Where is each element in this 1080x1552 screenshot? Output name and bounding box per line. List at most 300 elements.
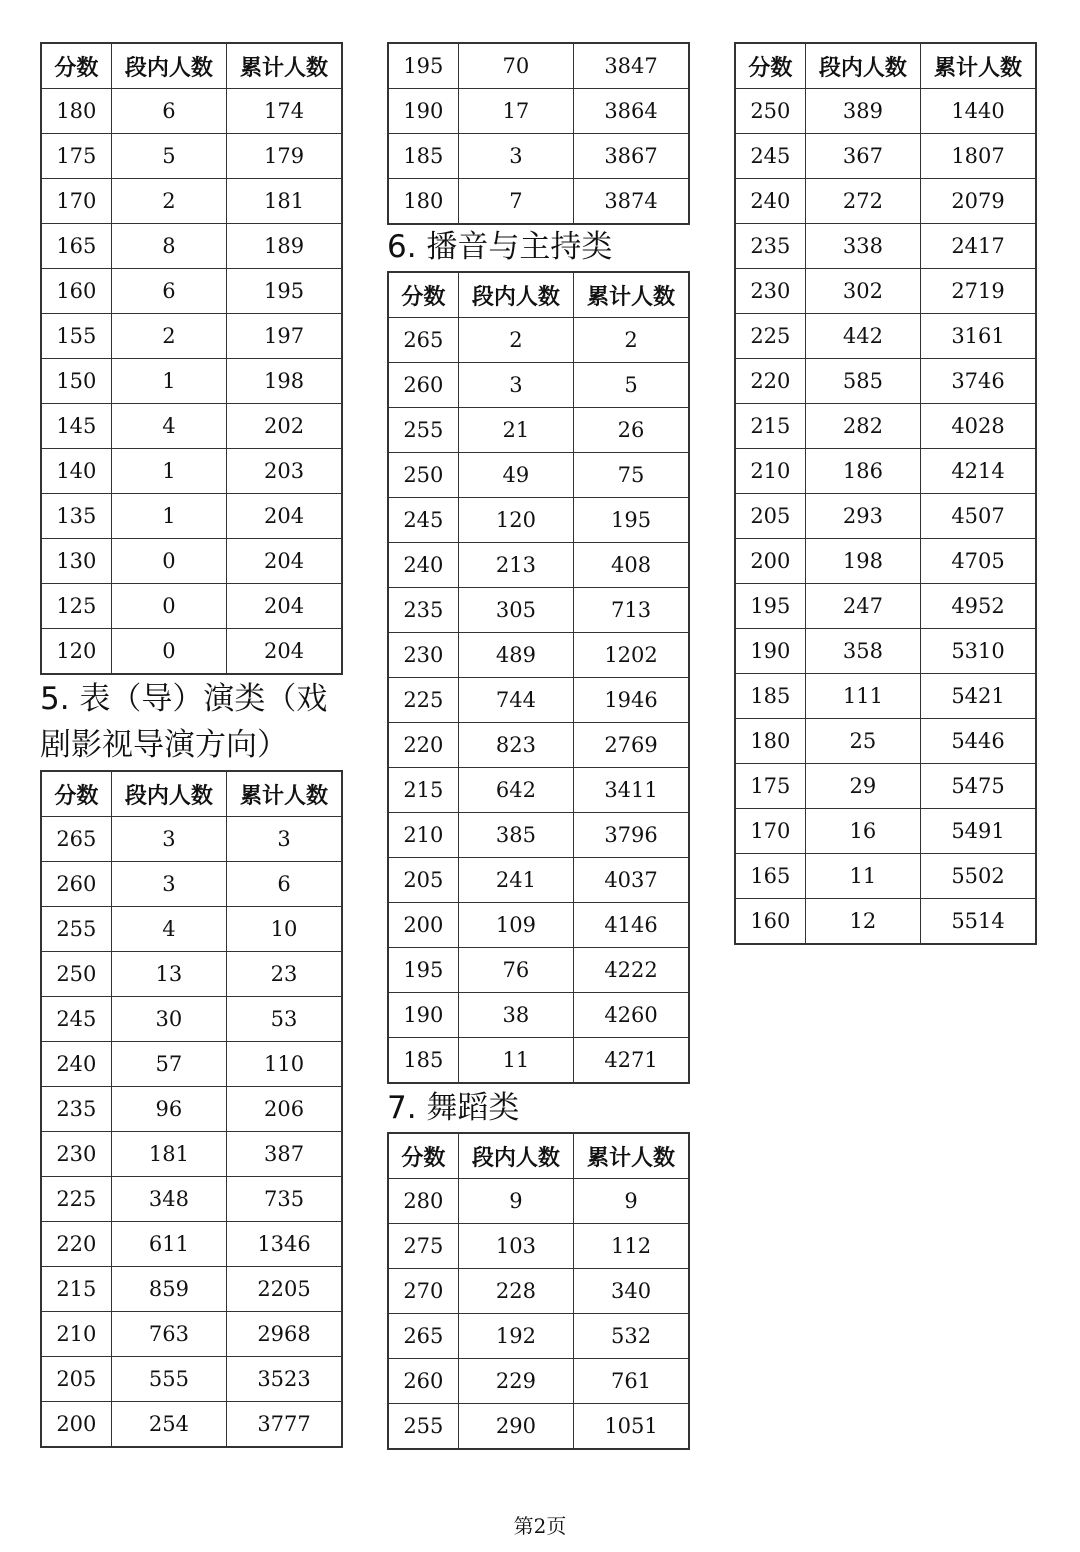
cell-score: 200	[41, 1402, 111, 1448]
cell-score: 205	[735, 494, 805, 539]
table-row	[735, 719, 1036, 764]
cell-count-in-band: 4	[111, 907, 226, 952]
cell-count-in-band: 7	[458, 179, 573, 225]
cell-count-in-band: 290	[458, 1404, 573, 1450]
cell-score: 155	[41, 314, 111, 359]
cell-count-in-band: 0	[111, 584, 226, 629]
table-row	[41, 494, 342, 539]
header-score: 分数	[41, 771, 111, 817]
cell-cumulative-count: 6	[227, 862, 342, 907]
cell-count-in-band: 229	[458, 1359, 573, 1404]
cell-cumulative-count: 4214	[921, 449, 1036, 494]
cell-count-in-band: 192	[458, 1314, 573, 1359]
cell-score: 250	[388, 453, 458, 498]
table-row	[388, 1224, 689, 1269]
cell-cumulative-count: 9	[574, 1179, 689, 1224]
table-row	[388, 723, 689, 768]
cell-score: 265	[41, 817, 111, 862]
table-row	[388, 43, 689, 89]
cell-score: 235	[735, 224, 805, 269]
cell-score: 240	[388, 543, 458, 588]
table-row	[388, 588, 689, 633]
table-row	[41, 89, 342, 134]
table-row	[41, 1357, 342, 1402]
table-row	[735, 854, 1036, 899]
cell-cumulative-count: 2968	[227, 1312, 342, 1357]
cell-count-in-band: 29	[805, 764, 920, 809]
table-row	[388, 813, 689, 858]
cell-count-in-band: 109	[458, 903, 573, 948]
cell-count-in-band: 11	[458, 1038, 573, 1084]
cell-score: 185	[388, 134, 458, 179]
table-row	[388, 1314, 689, 1359]
cell-score: 220	[388, 723, 458, 768]
score-table-section-7	[387, 1132, 690, 1450]
cell-score: 275	[388, 1224, 458, 1269]
table-row	[41, 862, 342, 907]
cell-cumulative-count: 5421	[921, 674, 1036, 719]
cell-score: 255	[41, 907, 111, 952]
header-cumulative-count: 累计人数	[227, 43, 342, 89]
table-row	[41, 179, 342, 224]
cell-cumulative-count: 179	[227, 134, 342, 179]
table-row	[388, 768, 689, 813]
cell-cumulative-count: 4146	[574, 903, 689, 948]
table-row	[388, 1359, 689, 1404]
cell-cumulative-count: 532	[574, 1314, 689, 1359]
table-row	[388, 179, 689, 225]
table-row	[388, 948, 689, 993]
header-count-in-band: 段内人数	[458, 1133, 573, 1179]
cell-cumulative-count: 5475	[921, 764, 1036, 809]
cell-count-in-band: 16	[805, 809, 920, 854]
cell-score: 185	[735, 674, 805, 719]
cell-score: 270	[388, 1269, 458, 1314]
cell-score: 180	[735, 719, 805, 764]
cell-count-in-band: 11	[805, 854, 920, 899]
cell-score: 180	[41, 89, 111, 134]
table-row	[735, 674, 1036, 719]
cell-count-in-band: 1	[111, 359, 226, 404]
cell-score: 265	[388, 1314, 458, 1359]
cell-count-in-band: 358	[805, 629, 920, 674]
cell-count-in-band: 763	[111, 1312, 226, 1357]
cell-cumulative-count: 5	[574, 363, 689, 408]
table-row	[41, 1312, 342, 1357]
cell-score: 175	[41, 134, 111, 179]
cell-score: 230	[388, 633, 458, 678]
cell-count-in-band: 21	[458, 408, 573, 453]
header-score: 分数	[388, 1133, 458, 1179]
table-row	[41, 224, 342, 269]
table-row	[41, 359, 342, 404]
cell-score: 175	[735, 764, 805, 809]
table-row	[388, 858, 689, 903]
cell-cumulative-count: 2205	[227, 1267, 342, 1312]
table-row	[388, 633, 689, 678]
cell-cumulative-count: 174	[227, 89, 342, 134]
cell-count-in-band: 2	[111, 179, 226, 224]
table-row	[388, 1038, 689, 1084]
score-table-continued	[387, 42, 690, 225]
cell-count-in-band: 70	[458, 43, 573, 89]
cell-score: 210	[41, 1312, 111, 1357]
cell-count-in-band: 17	[458, 89, 573, 134]
cell-cumulative-count: 202	[227, 404, 342, 449]
cell-count-in-band: 8	[111, 224, 226, 269]
table-row	[735, 539, 1036, 584]
section-5-title-line-1: 5. 表（导）演类（戏	[40, 681, 328, 717]
table-row	[41, 1042, 342, 1087]
cell-count-in-band: 186	[805, 449, 920, 494]
cell-count-in-band: 823	[458, 723, 573, 768]
cell-count-in-band: 3	[458, 363, 573, 408]
table-row	[735, 449, 1036, 494]
table-row	[388, 318, 689, 363]
cell-score: 130	[41, 539, 111, 584]
cell-score: 190	[388, 993, 458, 1038]
page-number: 第2页	[513, 1514, 567, 1538]
cell-count-in-band: 12	[805, 899, 920, 945]
cell-score: 135	[41, 494, 111, 539]
cell-count-in-band: 3	[458, 134, 573, 179]
cell-score: 165	[735, 854, 805, 899]
cell-count-in-band: 293	[805, 494, 920, 539]
header-count-in-band: 段内人数	[805, 43, 920, 89]
cell-count-in-band: 1	[111, 449, 226, 494]
cell-count-in-band: 2	[458, 318, 573, 363]
cell-score: 225	[735, 314, 805, 359]
cell-cumulative-count: 3523	[227, 1357, 342, 1402]
cell-count-in-band: 241	[458, 858, 573, 903]
cell-score: 195	[388, 948, 458, 993]
table-row	[388, 1404, 689, 1450]
header-row	[41, 43, 342, 89]
cell-cumulative-count: 340	[574, 1269, 689, 1314]
cell-score: 260	[388, 1359, 458, 1404]
cell-cumulative-count: 204	[227, 494, 342, 539]
score-table-section-5	[40, 770, 343, 1448]
table-row	[388, 678, 689, 723]
score-table	[734, 42, 1037, 945]
cell-count-in-band: 181	[111, 1132, 226, 1177]
cell-cumulative-count: 204	[227, 539, 342, 584]
cell-score: 235	[41, 1087, 111, 1132]
table-row	[41, 907, 342, 952]
cell-score: 190	[735, 629, 805, 674]
table-row	[735, 899, 1036, 945]
table-row	[41, 539, 342, 584]
cell-cumulative-count: 3864	[574, 89, 689, 134]
cell-cumulative-count: 4271	[574, 1038, 689, 1084]
cell-score: 265	[388, 318, 458, 363]
cell-count-in-band: 1	[111, 494, 226, 539]
table-row	[388, 453, 689, 498]
cell-cumulative-count: 408	[574, 543, 689, 588]
cell-cumulative-count: 761	[574, 1359, 689, 1404]
cell-cumulative-count: 23	[227, 952, 342, 997]
cell-cumulative-count: 2	[574, 318, 689, 363]
cell-score: 220	[735, 359, 805, 404]
table-row	[735, 314, 1036, 359]
cell-cumulative-count: 3796	[574, 813, 689, 858]
cell-score: 205	[388, 858, 458, 903]
cell-cumulative-count: 1946	[574, 678, 689, 723]
table-row	[41, 629, 342, 675]
cell-score: 170	[735, 809, 805, 854]
cell-score: 180	[388, 179, 458, 225]
cell-cumulative-count: 3867	[574, 134, 689, 179]
cell-count-in-band: 228	[458, 1269, 573, 1314]
cell-score: 240	[735, 179, 805, 224]
cell-cumulative-count: 3746	[921, 359, 1036, 404]
cell-cumulative-count: 2417	[921, 224, 1036, 269]
cell-score: 190	[388, 89, 458, 134]
cell-cumulative-count: 195	[574, 498, 689, 543]
table-row	[388, 993, 689, 1038]
cell-cumulative-count: 110	[227, 1042, 342, 1087]
cell-count-in-band: 859	[111, 1267, 226, 1312]
cell-cumulative-count: 713	[574, 588, 689, 633]
cell-cumulative-count: 4260	[574, 993, 689, 1038]
cell-score: 250	[41, 952, 111, 997]
cell-cumulative-count: 75	[574, 453, 689, 498]
score-table-continued	[40, 42, 343, 675]
cell-score: 245	[388, 498, 458, 543]
header-score: 分数	[388, 272, 458, 318]
cell-cumulative-count: 1051	[574, 1404, 689, 1450]
cell-count-in-band: 6	[111, 269, 226, 314]
header-cumulative-count: 累计人数	[574, 1133, 689, 1179]
cell-score: 200	[388, 903, 458, 948]
cell-score: 235	[388, 588, 458, 633]
section-7-title: 7. 舞蹈类	[387, 1090, 520, 1126]
cell-score: 145	[41, 404, 111, 449]
cell-score: 185	[388, 1038, 458, 1084]
cell-cumulative-count: 735	[227, 1177, 342, 1222]
cell-cumulative-count: 5514	[921, 899, 1036, 945]
cell-cumulative-count: 387	[227, 1132, 342, 1177]
cell-cumulative-count: 206	[227, 1087, 342, 1132]
table-row	[41, 1222, 342, 1267]
cell-count-in-band: 555	[111, 1357, 226, 1402]
cell-score: 260	[41, 862, 111, 907]
cell-score: 160	[41, 269, 111, 314]
cell-cumulative-count: 1807	[921, 134, 1036, 179]
table-row	[735, 629, 1036, 674]
table-row	[388, 1179, 689, 1224]
cell-count-in-band: 213	[458, 543, 573, 588]
cell-score: 225	[41, 1177, 111, 1222]
cell-count-in-band: 38	[458, 993, 573, 1038]
table-row	[41, 1267, 342, 1312]
cell-cumulative-count: 2079	[921, 179, 1036, 224]
table-row	[388, 134, 689, 179]
cell-cumulative-count: 3874	[574, 179, 689, 225]
cell-cumulative-count: 204	[227, 629, 342, 675]
cell-cumulative-count: 189	[227, 224, 342, 269]
table-row	[41, 952, 342, 997]
cell-cumulative-count: 195	[227, 269, 342, 314]
table-row	[41, 314, 342, 359]
cell-score: 195	[388, 43, 458, 89]
cell-count-in-band: 247	[805, 584, 920, 629]
table-row	[41, 269, 342, 314]
header-row	[735, 43, 1036, 89]
table-row	[41, 817, 342, 862]
cell-cumulative-count: 5491	[921, 809, 1036, 854]
table-row	[388, 498, 689, 543]
cell-count-in-band: 272	[805, 179, 920, 224]
cell-cumulative-count: 26	[574, 408, 689, 453]
table-row	[388, 1269, 689, 1314]
cell-cumulative-count: 4705	[921, 539, 1036, 584]
cell-score: 170	[41, 179, 111, 224]
table-row	[41, 1087, 342, 1132]
cell-cumulative-count: 112	[574, 1224, 689, 1269]
cell-count-in-band: 76	[458, 948, 573, 993]
cell-score: 245	[735, 134, 805, 179]
table-row	[735, 809, 1036, 854]
cell-cumulative-count: 5310	[921, 629, 1036, 674]
cell-cumulative-count: 3847	[574, 43, 689, 89]
cell-count-in-band: 3	[111, 862, 226, 907]
header-row	[388, 272, 689, 318]
cell-count-in-band: 302	[805, 269, 920, 314]
cell-count-in-band: 0	[111, 539, 226, 584]
table-row	[735, 404, 1036, 449]
cell-cumulative-count: 4952	[921, 584, 1036, 629]
cell-cumulative-count: 1440	[921, 89, 1036, 134]
table-row	[735, 584, 1036, 629]
cell-score: 160	[735, 899, 805, 945]
cell-cumulative-count: 203	[227, 449, 342, 494]
cell-score: 210	[388, 813, 458, 858]
cell-score: 150	[41, 359, 111, 404]
table-row	[41, 584, 342, 629]
header-score: 分数	[735, 43, 805, 89]
cell-count-in-band: 2	[111, 314, 226, 359]
cell-cumulative-count: 197	[227, 314, 342, 359]
cell-cumulative-count: 5446	[921, 719, 1036, 764]
header-cumulative-count: 累计人数	[921, 43, 1036, 89]
cell-cumulative-count: 3	[227, 817, 342, 862]
table-row	[388, 363, 689, 408]
table-row	[388, 408, 689, 453]
table-row	[41, 404, 342, 449]
table-row	[735, 359, 1036, 404]
cell-count-in-band: 744	[458, 678, 573, 723]
cell-count-in-band: 348	[111, 1177, 226, 1222]
cell-cumulative-count: 5502	[921, 854, 1036, 899]
cell-score: 200	[735, 539, 805, 584]
table-row	[388, 903, 689, 948]
table-row	[41, 134, 342, 179]
cell-count-in-band: 385	[458, 813, 573, 858]
cell-count-in-band: 585	[805, 359, 920, 404]
cell-cumulative-count: 1202	[574, 633, 689, 678]
cell-cumulative-count: 4037	[574, 858, 689, 903]
cell-score: 255	[388, 1404, 458, 1450]
cell-count-in-band: 305	[458, 588, 573, 633]
cell-cumulative-count: 4028	[921, 404, 1036, 449]
cell-count-in-band: 57	[111, 1042, 226, 1087]
cell-score: 195	[735, 584, 805, 629]
cell-score: 240	[41, 1042, 111, 1087]
cell-score: 245	[41, 997, 111, 1042]
header-row	[41, 771, 342, 817]
cell-count-in-band: 96	[111, 1087, 226, 1132]
cell-count-in-band: 338	[805, 224, 920, 269]
header-cumulative-count: 累计人数	[574, 272, 689, 318]
cell-cumulative-count: 53	[227, 997, 342, 1042]
cell-score: 225	[388, 678, 458, 723]
cell-count-in-band: 30	[111, 997, 226, 1042]
cell-score: 215	[735, 404, 805, 449]
cell-score: 215	[388, 768, 458, 813]
table-row	[41, 1402, 342, 1448]
cell-score: 280	[388, 1179, 458, 1224]
cell-cumulative-count: 3411	[574, 768, 689, 813]
table-row	[41, 1177, 342, 1222]
cell-cumulative-count: 1346	[227, 1222, 342, 1267]
table-row	[41, 449, 342, 494]
table-row	[735, 764, 1036, 809]
table-row	[41, 1132, 342, 1177]
cell-score: 230	[735, 269, 805, 314]
cell-score: 165	[41, 224, 111, 269]
cell-count-in-band: 25	[805, 719, 920, 764]
table-row	[735, 89, 1036, 134]
cell-score: 220	[41, 1222, 111, 1267]
header-cumulative-count: 累计人数	[227, 771, 342, 817]
cell-cumulative-count: 4222	[574, 948, 689, 993]
cell-count-in-band: 642	[458, 768, 573, 813]
score-table-section-6	[387, 271, 690, 1084]
table-row	[388, 89, 689, 134]
cell-score: 255	[388, 408, 458, 453]
cell-count-in-band: 120	[458, 498, 573, 543]
cell-count-in-band: 4	[111, 404, 226, 449]
cell-count-in-band: 282	[805, 404, 920, 449]
cell-count-in-band: 6	[111, 89, 226, 134]
table-row	[41, 997, 342, 1042]
cell-score: 230	[41, 1132, 111, 1177]
header-count-in-band: 段内人数	[111, 43, 226, 89]
cell-count-in-band: 198	[805, 539, 920, 584]
cell-cumulative-count: 10	[227, 907, 342, 952]
cell-count-in-band: 49	[458, 453, 573, 498]
cell-count-in-band: 3	[111, 817, 226, 862]
cell-count-in-band: 13	[111, 952, 226, 997]
cell-count-in-band: 389	[805, 89, 920, 134]
table-row	[735, 134, 1036, 179]
cell-score: 250	[735, 89, 805, 134]
table-row	[735, 179, 1036, 224]
section-5-title-line-2: 剧影视导演方向）	[40, 727, 288, 763]
cell-count-in-band: 442	[805, 314, 920, 359]
cell-score: 125	[41, 584, 111, 629]
cell-count-in-band: 0	[111, 629, 226, 675]
cell-score: 210	[735, 449, 805, 494]
cell-cumulative-count: 3161	[921, 314, 1036, 359]
header-score: 分数	[41, 43, 111, 89]
cell-count-in-band: 367	[805, 134, 920, 179]
cell-count-in-band: 611	[111, 1222, 226, 1267]
cell-count-in-band: 5	[111, 134, 226, 179]
cell-cumulative-count: 2769	[574, 723, 689, 768]
table-row	[735, 269, 1036, 314]
